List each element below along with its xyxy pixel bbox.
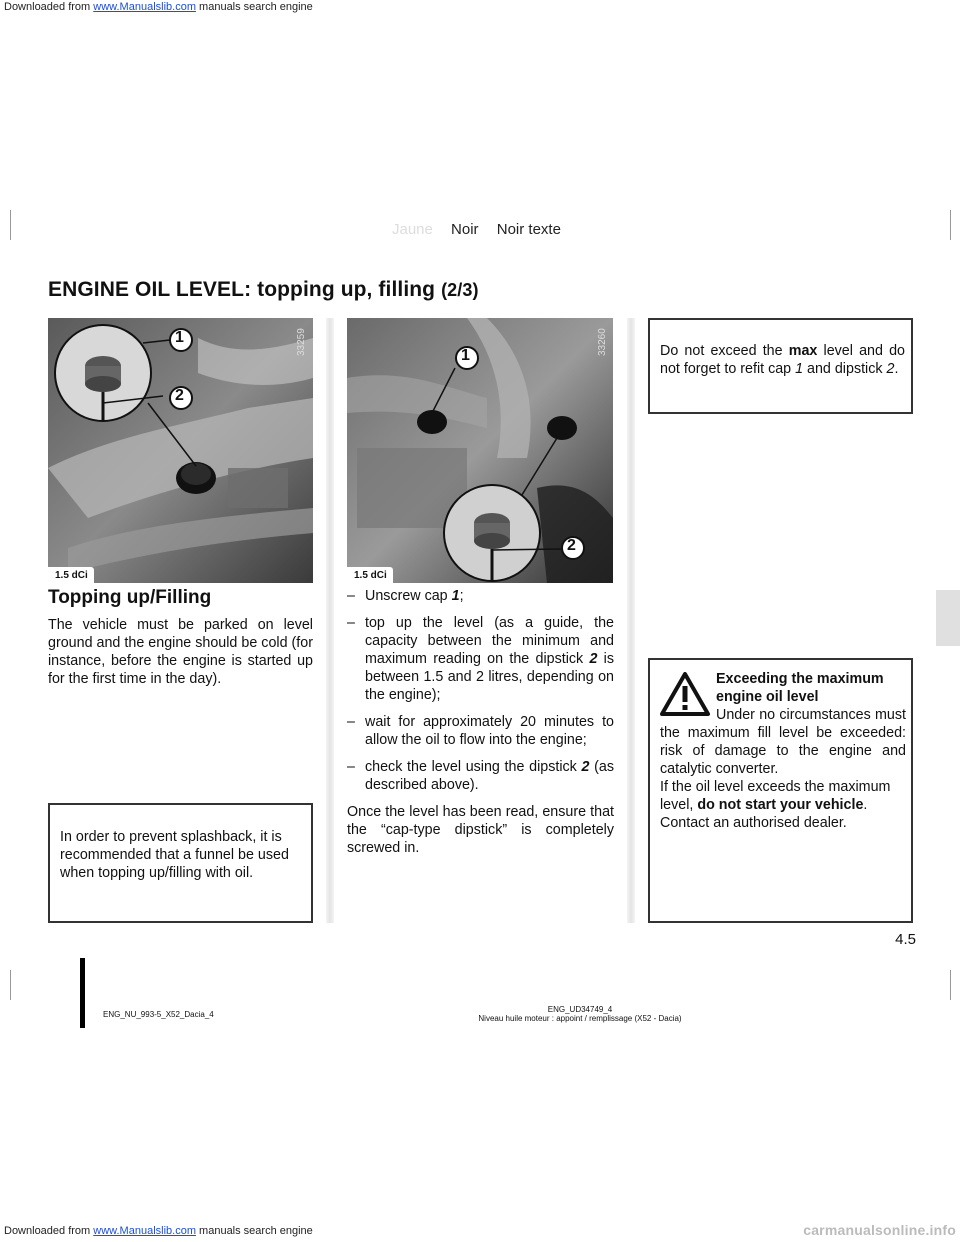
step-text-part: wait for approximately 20 minutes to allow the oil to flow into the engine; (365, 714, 614, 748)
column-divider (627, 318, 635, 923)
step-text (365, 614, 614, 704)
step-ref: 2 (589, 651, 598, 667)
warning-heading: Exceeding the maximum engine oil level (716, 671, 884, 705)
footer-ref-title: Niveau huile moteur : appoint / remplissage (X52 - Dacia) (478, 1014, 682, 1023)
engine-photo-left (48, 318, 313, 583)
callout-1: 1 (175, 329, 184, 346)
download-prefix: Downloaded from (4, 1225, 91, 1237)
section-intro: The vehicle must be parked on level ground and the engine should be cold (for instance, before the engine is started up for the first time in the day). (48, 617, 313, 687)
warning-text-part: . Contact an authorised dealer. (660, 797, 868, 831)
figure-label: 1.5 dCi (48, 567, 94, 583)
notice-bold: max (788, 343, 818, 359)
column-divider (326, 318, 334, 923)
warning-text-2 (660, 778, 906, 832)
step-dash: – (347, 588, 355, 604)
notice-text-part: . (894, 361, 899, 377)
step-item (347, 758, 614, 794)
registration-mark (10, 970, 11, 1000)
callout-1: 1 (461, 347, 470, 364)
footer-ref (430, 1005, 730, 1023)
step-dash: – (347, 759, 355, 775)
step-text (365, 587, 464, 605)
registration-mark (10, 210, 11, 240)
title-main: ENGINE OIL LEVEL: topping up, filling (48, 278, 436, 301)
step-item (347, 713, 614, 749)
callout-2: 2 (175, 387, 184, 404)
footer-bar (80, 958, 85, 1028)
color-label-noir-texte: Noir texte (496, 221, 561, 238)
notice-max-text (660, 342, 905, 378)
figure-label: 1.5 dCi (347, 567, 393, 583)
step-text (365, 713, 614, 749)
registration-mark (950, 970, 951, 1000)
step-text-part: check the level using the dipstick (365, 759, 582, 775)
notice-ref: 1 (795, 361, 804, 377)
color-label-noir: Noir (451, 221, 479, 238)
color-label-jaune: Jaune (392, 221, 433, 238)
notice-text-part: level and do not forget to refit cap (660, 343, 905, 377)
notice-text-part: and dipstick (803, 361, 887, 377)
step-text-part: Unscrew cap (365, 588, 452, 604)
print-color-labels (392, 221, 575, 238)
notice-funnel-text: In order to prevent splashback, it is recommended that a funnel be used when topping up/filling with oil. (60, 829, 289, 881)
step-text-part: is between 1.5 and 2 litres, depending on the engine); (365, 651, 614, 703)
step-dash: – (347, 714, 355, 730)
download-source-top (0, 0, 960, 18)
download-suffix: manuals search engine (199, 1225, 313, 1237)
watermark: carmanualsonline.info (803, 1222, 956, 1238)
footer-ref-code: ENG_UD34749_4 (547, 1005, 613, 1014)
figure-number: 33260 (597, 328, 608, 356)
manualslib-link-bottom[interactable]: www.Manualslib.com (93, 1225, 196, 1237)
registration-mark (950, 210, 951, 240)
title-page-count: (2/3) (441, 280, 479, 300)
callout-2: 2 (567, 537, 576, 554)
page-title (48, 278, 479, 302)
engine-illustration-left (48, 318, 313, 583)
warning-text-1: Under no circumstances must the maximum fill level be exceeded: risk of damage to the engine and catalytic converter. (660, 707, 906, 777)
warning-box (648, 658, 913, 923)
warning-bold: do not start your vehicle (697, 797, 864, 813)
figure-number: 33259 (296, 328, 307, 356)
download-suffix: manuals search engine (199, 1, 313, 13)
footer-doc-code: ENG_NU_993-5_X52_Dacia_4 (103, 1010, 214, 1019)
step-text-part: top up the level (as a guide, the capacity between the minimum and maximum reading on the dipstick (365, 615, 614, 667)
section-heading: Topping up/Filling (48, 587, 212, 608)
step-item (347, 614, 614, 704)
notice-text-part: Do not exceed the (660, 343, 789, 359)
download-prefix: Downloaded from (4, 1, 91, 13)
steps-list (347, 587, 614, 857)
step-item (347, 587, 614, 605)
step-text-part: (as described above). (365, 759, 614, 793)
step-ref: 2 (581, 759, 590, 775)
notice-funnel (48, 803, 313, 923)
page-number: 4.5 (895, 931, 916, 948)
step-ref: 1 (451, 588, 460, 604)
step-text (365, 758, 614, 794)
manualslib-link-top[interactable]: www.Manualslib.com (93, 1, 196, 13)
engine-photo-mid (347, 318, 613, 583)
step-text-part: ; (459, 588, 464, 604)
closing-text: Once the level has been read, ensure that the “cap-type dipstick” is completely screwed in. (347, 804, 614, 856)
chapter-tab (936, 590, 960, 646)
warning-text-part: If the oil level exceeds the maximum level, (660, 779, 891, 813)
notice-max-level (648, 318, 913, 414)
notice-ref: 2 (886, 361, 895, 377)
download-source-bottom (0, 1225, 313, 1237)
step-dash: – (347, 615, 355, 631)
